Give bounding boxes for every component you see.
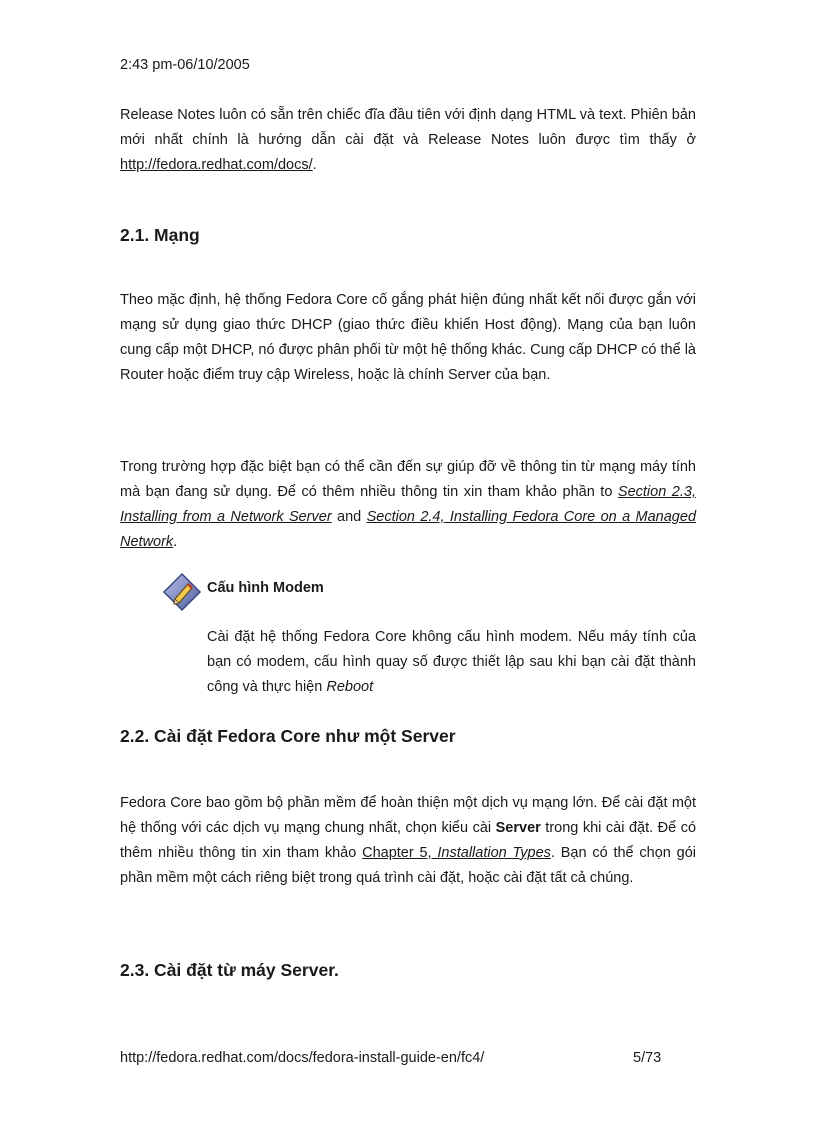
- heading-2-3: 2.3. Cài đặt từ máy Server.: [120, 960, 339, 980]
- intro-text-end: .: [312, 157, 317, 173]
- note-pencil-icon: [162, 572, 202, 612]
- footer-url: http://fedora.redhat.com/docs/fedora-install-guide-en/fc4/: [120, 1050, 485, 1066]
- server-paragraph: [120, 791, 696, 891]
- network-text-2: and: [331, 509, 367, 525]
- server-bold: Server: [495, 820, 541, 836]
- footer-page-number: 5/73: [633, 1050, 662, 1066]
- note-text: Cài đặt hệ thống Fedora Core không cấu hình modem. Nếu máy tính của bạn có modem, cấu hình quay số được thiết lập sau khi bạn cài đặt thành công và thực hiện: [207, 629, 696, 695]
- network-paragraph-2: [120, 455, 696, 555]
- heading-2-2: 2.2. Cài đặt Fedora Core như một Server: [120, 726, 456, 746]
- chapter-5-link-text: Chapter 5,: [362, 845, 438, 861]
- intro-paragraph: [120, 103, 696, 178]
- server-text-1: Fedora Core bao gồm bộ phần mềm để hoàn thiện một dịch vụ mạng lớn. Để cài đặt một hệ thống với các dịch vụ mạng chung nhất, chọn kiểu cài: [120, 795, 696, 836]
- section-2-3-link[interactable]: Section 2.3, Installing from a Network Server: [120, 484, 696, 525]
- server-text-2: trong khi cài đặt. Để có thêm nhiều thông tin xin tham khảo: [120, 820, 697, 861]
- page-timestamp: 2:43 pm-06/10/2005: [120, 57, 250, 73]
- chapter-5-link[interactable]: [362, 845, 551, 861]
- note-emphasis: Reboot: [326, 679, 374, 695]
- heading-2-1: 2.1. Mạng: [120, 225, 200, 245]
- chapter-5-link-italic: Installation Types: [437, 845, 551, 861]
- network-text-1: Trong trường hợp đặc biệt bạn có thể cần đến sự giúp đỡ về thông tin từ mạng máy tính mà bạn đang sử dụng. Để có thêm nhiều thông tin xin tham khảo phần to: [120, 459, 696, 500]
- note-title: Cấu hình Modem: [207, 580, 324, 596]
- intro-text: Release Notes luôn có sẵn trên chiếc đĩa đầu tiên với định dạng HTML và text. Phiên bản mới nhất chính là hướng dẫn cài đặt và Release Notes luôn được tìm thấy ở: [120, 107, 696, 148]
- docs-link[interactable]: http://fedora.redhat.com/docs/: [120, 157, 313, 173]
- server-text-3: . Bạn có thể chọn gói phần mềm một cách riêng biệt trong quá trình cài đặt, hoặc cài đặt tất cả chúng.: [120, 845, 696, 886]
- network-paragraph-1: Theo mặc định, hệ thống Fedora Core cố gắng phát hiện đúng nhất kết nối được gắn với mạng sử dụng giao thức DHCP (giao thức điều khiển Host động). Mạng của bạn luôn cung cấp một DHCP, nó được phân phối từ một hệ thống khác. Cung cấp DHCP có thể là Router hoặc điểm truy cập Wireless, hoặc là chính Server của bạn.: [120, 292, 696, 383]
- network-text-3: .: [173, 534, 178, 550]
- note-body: [207, 625, 696, 700]
- section-2-4-link[interactable]: Section 2.4, Installing Fedora Core on a Managed Network: [120, 509, 697, 550]
